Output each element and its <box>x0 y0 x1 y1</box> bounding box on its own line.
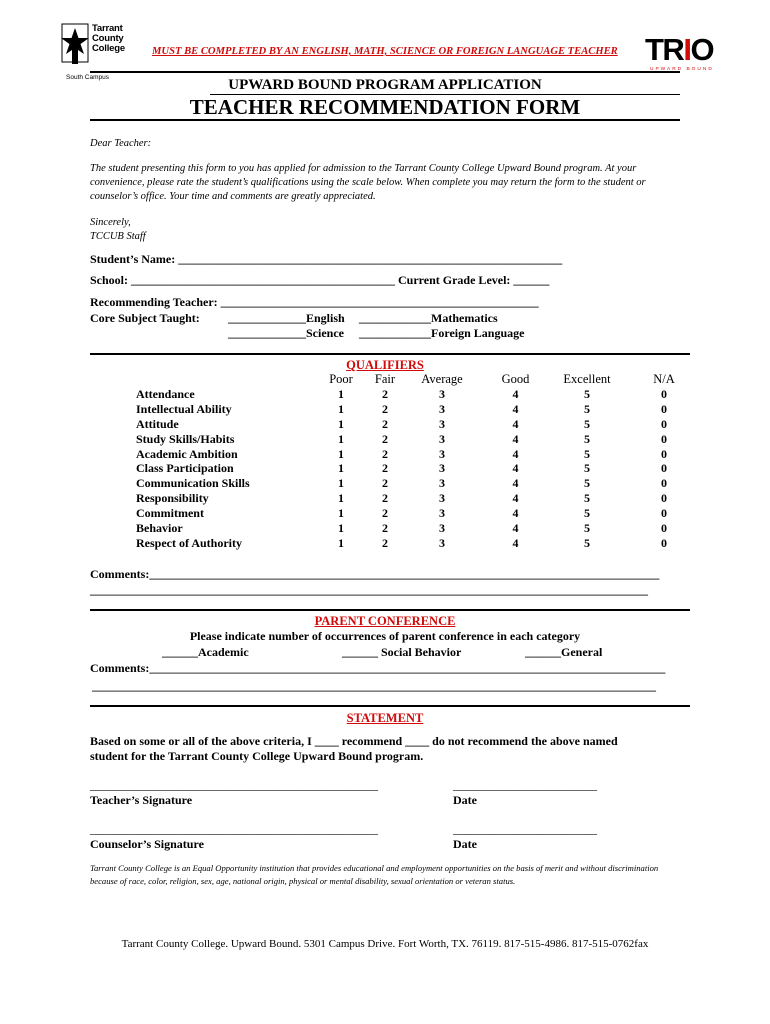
rating-poor[interactable]: 1 <box>338 521 344 536</box>
trio-letter-i: I <box>683 32 691 67</box>
trio-subtitle: UPWARD BOUND <box>650 67 714 72</box>
trio-logo <box>645 34 713 66</box>
header-rule-bottom <box>90 119 680 121</box>
qualifier-label: Communication Skills <box>136 476 250 491</box>
qualifier-row <box>136 536 708 551</box>
rating-excellent[interactable]: 5 <box>584 535 590 550</box>
rating-poor[interactable]: 1 <box>338 461 344 476</box>
scale-excellent: Excellent <box>563 372 611 386</box>
rating-average[interactable]: 3 <box>439 461 445 476</box>
counselor-date-line[interactable]: ________________________ <box>453 822 597 836</box>
completion-notice: MUST BE COMPLETED BY AN ENGLISH, MATH, SCIENCE OR FOREIGN LANGUAGE TEACHER <box>152 46 618 57</box>
qualifier-label: Attendance <box>136 386 195 401</box>
rating-average[interactable]: 3 <box>439 521 445 536</box>
teacher-signature-label: Teacher’s Signature <box>90 793 193 807</box>
rating-fair[interactable]: 2 <box>382 491 388 506</box>
rating-poor[interactable]: 1 <box>338 491 344 506</box>
rating-excellent[interactable]: 5 <box>584 446 590 461</box>
rating-excellent[interactable]: 5 <box>584 461 590 476</box>
parent-conference-heading: PARENT CONFERENCE <box>314 614 456 628</box>
rating-fair[interactable]: 2 <box>382 521 388 536</box>
rating-poor[interactable]: 1 <box>338 431 344 446</box>
rating-average[interactable]: 3 <box>439 431 445 446</box>
rating-average[interactable]: 3 <box>439 446 445 461</box>
rating-excellent[interactable]: 5 <box>584 401 590 416</box>
qualifier-label: Intellectual Ability <box>136 401 232 416</box>
qualifier-label: Academic Ambition <box>136 446 238 461</box>
rating-fair[interactable]: 2 <box>382 535 388 550</box>
academic-occurrences[interactable]: ______Academic <box>162 645 249 659</box>
qualifier-label: Class Participation <box>136 461 234 476</box>
rating-poor[interactable]: 1 <box>338 535 344 550</box>
rating-na[interactable]: 0 <box>661 506 667 521</box>
qualifier-label: Study Skills/Habits <box>136 431 235 446</box>
rating-excellent[interactable]: 5 <box>584 506 590 521</box>
qualifiers-rows <box>136 387 708 551</box>
rating-poor[interactable]: 1 <box>338 386 344 401</box>
rating-average[interactable]: 3 <box>439 506 445 521</box>
social-behavior-occurrences[interactable]: ______ Social Behavior <box>342 645 462 659</box>
qualifier-row <box>136 447 708 462</box>
letter-signoff: TCCUB Staff <box>90 231 146 242</box>
rating-excellent[interactable]: 5 <box>584 431 590 446</box>
scale-na: N/A <box>653 372 675 386</box>
college-name: Tarrant County College <box>92 23 125 54</box>
letter-greeting: Dear Teacher: <box>90 138 152 149</box>
rating-good[interactable]: 4 <box>512 476 519 491</box>
rating-average[interactable]: 3 <box>439 476 445 491</box>
mathematics-option[interactable]: ____________Mathematics <box>359 311 498 325</box>
rating-poor[interactable]: 1 <box>338 416 344 431</box>
statement-line-1[interactable]: Based on some or all of the above criteria, I ____ recommend ____ do not recommend the above named <box>90 734 618 748</box>
rating-excellent[interactable]: 5 <box>584 476 590 491</box>
trio-letters-tr: TR <box>645 32 684 67</box>
recommending-teacher-field[interactable]: Recommending Teacher: _____________________________________________________ <box>90 295 539 309</box>
qualifier-label: Responsibility <box>136 491 209 506</box>
rating-na[interactable]: 0 <box>661 431 667 446</box>
rating-na[interactable]: 0 <box>661 416 667 431</box>
rating-poor[interactable]: 1 <box>338 476 344 491</box>
rating-average[interactable]: 3 <box>439 491 445 506</box>
counselor-signature-line[interactable]: ________________________________________________ <box>90 822 378 836</box>
rating-fair[interactable]: 2 <box>382 476 388 491</box>
star-icon <box>58 22 92 68</box>
qualifiers-comments-line-2[interactable]: _____________________________________________________________________________________________ <box>90 583 648 597</box>
rating-excellent[interactable]: 5 <box>584 386 590 401</box>
qualifier-row <box>136 417 708 432</box>
rating-average[interactable]: 3 <box>439 386 445 401</box>
qualifier-label: Respect of Authority <box>136 535 242 550</box>
rating-good[interactable]: 4 <box>512 491 519 506</box>
qualifiers-scale-row <box>136 372 708 387</box>
campus-label: South Campus <box>66 74 109 81</box>
statement-heading: STATEMENT <box>346 711 424 725</box>
parent-conference-instruction: Please indicate number of occurrences of parent conference in each category <box>189 629 581 643</box>
rating-average[interactable]: 3 <box>439 401 445 416</box>
rating-poor[interactable]: 1 <box>338 446 344 461</box>
qualifier-row <box>136 491 708 506</box>
teacher-date-line[interactable]: ________________________ <box>453 778 597 792</box>
equal-opportunity-statement: Tarrant County College is an Equal Opportunity institution that provides educational and employment opportunities on the basis of merit and without discrimination because of race, color, religion, sex, age, national origin, physical or mental disability, sexual orientation or veteran status. <box>90 863 659 886</box>
english-option[interactable]: _____________English <box>228 311 345 325</box>
counselor-signature-label: Counselor’s Signature <box>90 837 204 851</box>
letter-body: The student presenting this form to you has applied for admission to the Tarrant County College Upward Bound program. At your convenience, please rate the student’s qualifications using the scale below. When complete you may return the form to the student or counselor’s office. Your time and comments are greatly appreciated. <box>90 163 646 202</box>
rating-excellent[interactable]: 5 <box>584 491 590 506</box>
foreign-language-option[interactable]: ____________Foreign Language <box>359 326 525 340</box>
rating-good[interactable]: 4 <box>512 461 519 476</box>
rating-na[interactable]: 0 <box>661 491 667 506</box>
rating-na[interactable]: 0 <box>661 401 667 416</box>
section-rule-3 <box>90 705 690 707</box>
parent-comments-line-1[interactable]: Comments:______________________________________________________________________________________ <box>90 661 666 675</box>
scale-fair: Fair <box>374 372 396 386</box>
trio-letter-o: O <box>690 32 714 67</box>
rating-fair[interactable]: 2 <box>382 401 388 416</box>
rating-average[interactable]: 3 <box>439 416 445 431</box>
rating-good[interactable]: 4 <box>512 521 519 536</box>
letter-closing: Sincerely, <box>90 217 131 228</box>
qualifier-row <box>136 506 708 521</box>
counselor-date-label: Date <box>453 837 477 851</box>
scale-good: Good <box>501 372 530 386</box>
rating-good[interactable]: 4 <box>512 401 519 416</box>
rating-na[interactable]: 0 <box>661 535 667 550</box>
scale-average: Average <box>421 372 463 386</box>
rating-na[interactable]: 0 <box>661 386 667 401</box>
section-rule-2 <box>90 609 690 611</box>
rating-good[interactable]: 4 <box>512 386 519 401</box>
page-title: TEACHER RECOMMENDATION FORM <box>189 95 581 119</box>
rating-poor[interactable]: 1 <box>338 401 344 416</box>
rating-fair[interactable]: 2 <box>382 386 388 401</box>
rating-na[interactable]: 0 <box>661 476 667 491</box>
rating-na[interactable]: 0 <box>661 521 667 536</box>
school-field[interactable]: School: ____________________________________________ Current Grade Level: ______ <box>90 273 550 287</box>
teacher-signature-line[interactable]: ________________________________________________ <box>90 778 378 792</box>
qualifiers-comments-line-1[interactable]: Comments:_____________________________________________________________________________________ <box>90 567 660 581</box>
statement-line-2: student for the Tarrant County College Upward Bound program. <box>90 749 424 763</box>
qualifier-row <box>136 476 708 491</box>
general-occurrences[interactable]: ______General <box>525 645 603 659</box>
rating-excellent[interactable]: 5 <box>584 521 590 536</box>
rating-fair[interactable]: 2 <box>382 416 388 431</box>
contact-address: Tarrant County College. Upward Bound. 5301 Campus Drive. Fort Worth, TX. 76119. 817-515-4986. 817-515-0762fax <box>121 938 649 950</box>
qualifiers-heading: QUALIFIERS <box>346 358 424 372</box>
rating-good[interactable]: 4 <box>512 506 519 521</box>
teacher-date-label: Date <box>453 793 477 807</box>
scale-poor: Poor <box>329 372 353 386</box>
qualifier-row <box>136 432 708 447</box>
rating-fair[interactable]: 2 <box>382 431 388 446</box>
rating-average[interactable]: 3 <box>439 535 445 550</box>
qualifier-label: Commitment <box>136 506 204 521</box>
rating-good[interactable]: 4 <box>512 446 519 461</box>
rating-excellent[interactable]: 5 <box>584 416 590 431</box>
rating-fair[interactable]: 2 <box>382 446 388 461</box>
rating-good[interactable]: 4 <box>512 416 519 431</box>
rating-na[interactable]: 0 <box>661 446 667 461</box>
qualifier-label: Attitude <box>136 416 179 431</box>
rating-fair[interactable]: 2 <box>382 461 388 476</box>
rating-good[interactable]: 4 <box>512 535 519 550</box>
core-subject-label: Core Subject Taught: <box>90 311 200 325</box>
rating-poor[interactable]: 1 <box>338 506 344 521</box>
rating-na[interactable]: 0 <box>661 461 667 476</box>
qualifier-row <box>136 521 708 536</box>
student-name-field[interactable]: Student’s Name: ________________________________________________________________ <box>90 252 563 266</box>
section-rule-1 <box>90 353 690 355</box>
header-rule-top <box>90 71 680 73</box>
qualifier-row <box>136 461 708 476</box>
science-option[interactable]: _____________Science <box>228 326 344 340</box>
rating-good[interactable]: 4 <box>512 431 519 446</box>
qualifiers-table <box>136 372 708 551</box>
parent-comments-line-2[interactable]: ______________________________________________________________________________________________ <box>92 679 656 693</box>
qualifier-label: Behavior <box>136 521 183 536</box>
qualifier-row <box>136 402 708 417</box>
rating-fair[interactable]: 2 <box>382 506 388 521</box>
qualifier-row <box>136 387 708 402</box>
program-heading: UPWARD BOUND PROGRAM APPLICATION <box>228 77 542 93</box>
